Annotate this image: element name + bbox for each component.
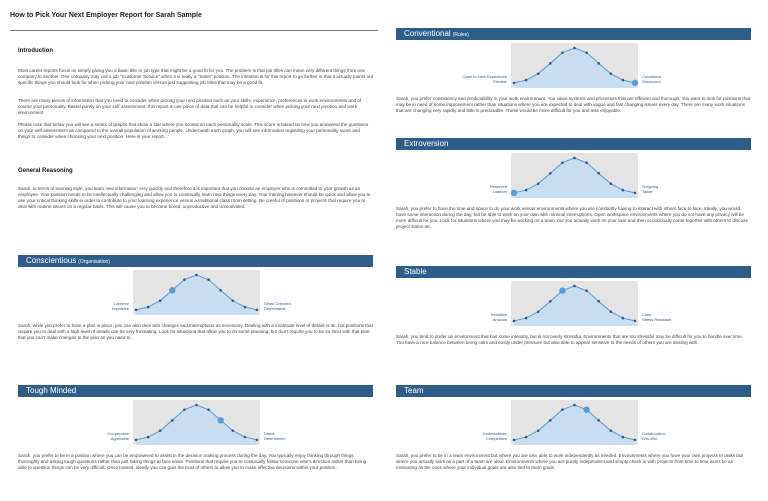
left-label-2: Competitive [485, 436, 507, 441]
scale-point [610, 72, 613, 75]
right-label-2: Determined [264, 436, 285, 441]
right-label-1: Detail Oriented [264, 301, 291, 306]
scale-title-bar [396, 138, 751, 150]
scale-bell-curve [511, 281, 638, 326]
left-label-2: Impulsive [112, 306, 129, 311]
scale-point [244, 306, 247, 309]
scale-point [634, 439, 637, 442]
scale-point [622, 189, 625, 192]
scale-right-labels [642, 74, 712, 84]
scale-point [207, 278, 210, 281]
reasoning-heading: General Reasoning [18, 168, 73, 174]
score-marker [632, 80, 638, 86]
scale-point [513, 439, 516, 442]
scale-point [207, 408, 210, 411]
scale-point [183, 408, 186, 411]
left-label-1: Open to New Experience [462, 74, 507, 79]
scale-point [610, 429, 613, 432]
scale-point [183, 278, 186, 281]
curve-fill [514, 158, 635, 198]
scale-title-bar [396, 266, 751, 278]
scale-title: Extroversion [404, 139, 449, 148]
scale-subtitle: (Organisation) [78, 259, 110, 265]
right-label-1: Direct [264, 431, 275, 436]
scale-point [232, 299, 235, 302]
scale-bell-curve [511, 43, 638, 88]
scale-point [561, 408, 564, 411]
intro-heading: Introduction [18, 48, 53, 54]
left-label-2: Agreeable [110, 436, 129, 441]
scale-point [622, 79, 625, 82]
scale-subtitle: (Rules) [452, 32, 469, 38]
scale-right-labels [264, 431, 334, 441]
scale-left-labels [441, 312, 507, 322]
right-label-2: Stress Resistant [642, 317, 672, 322]
scale-left-labels [63, 431, 129, 441]
scale-point [135, 309, 138, 312]
score-marker [169, 287, 175, 293]
left-label-2: Listener [492, 189, 507, 194]
right-label-2: Structured [642, 79, 661, 84]
scale-point [585, 51, 588, 54]
right-label-2: Dependable [264, 306, 286, 311]
right-label-1: Collaborative [642, 431, 666, 436]
scale-point [159, 299, 162, 302]
curve-fill [514, 405, 635, 445]
scale-right-labels [642, 431, 712, 441]
scale-point [537, 310, 540, 313]
right-label-2: Win-Win [642, 436, 658, 441]
scale-plot [133, 270, 260, 315]
scale-plot [133, 400, 260, 445]
reasoning-paragraph: Sarah, in terms of learning style, you learn new information very quickly and therefore it is important that you choose an employer who is committed to your growth as an employee. Your position needs to be intellectually challenging and allow you to continually learn new things every day. Your training however should be quick and allow you to use your critical thinking skills in order to contribute to your learning experience versus a traditional class room setting. Be careful of positions or projects that require you to deal with routine issues on a regular basis. This will cause you to become bored, unproductive and unmotivated. [18, 186, 371, 209]
scale-point [256, 439, 259, 442]
scale-point [537, 72, 540, 75]
score-marker [511, 190, 517, 196]
scale-title-bar [18, 255, 373, 267]
scale-title-bar [18, 385, 373, 397]
scale-point [573, 157, 576, 160]
scale-point [597, 419, 600, 422]
scale-bell-curve [511, 400, 638, 445]
scale-right-labels [642, 312, 712, 322]
scale-point [549, 172, 552, 175]
scale-bell-curve [133, 270, 260, 315]
scale-point [634, 192, 637, 195]
scale-point [634, 320, 637, 323]
scale-description: Sarah, you prefer consistency and predictability in your work environment. You value systems and processes that are efficient and thorough. You want to look for positions that may be in need of some improvement rather than situations where you are expected to deal with vague and fast changing issues every day. There are many work situations that are changing very rapidly and little is predictable. These would be more difficult for you and less enjoyable. [396, 96, 751, 113]
scale-title: Conscientious [26, 256, 77, 265]
scale-point [610, 310, 613, 313]
intro-paragraph-2: There are many pieces of information that you need to consider when picking your next position such as your skills, experience, preferences in work environments and of course your personality. Based purely on your self assessment, this report is one piece of data that can be helpful to consider when picking your next position and work environment. [18, 98, 362, 115]
score-marker [218, 417, 224, 423]
scale-bell-curve [511, 153, 638, 198]
scale-point [244, 436, 247, 439]
scale-point [147, 306, 150, 309]
scale-point [537, 182, 540, 185]
scale-point [537, 429, 540, 432]
scale-plot [511, 281, 638, 326]
scale-description: Sarah, you prefer to be in a position where you can be empowered to assist in the decision making process during the day. You typically enjoy thinking through things thoroughly and asking tough questions rather than just taking things at face value. Positions that require you to continually follow someone else's direction rather than being able to question things can be very difficult. Once trained, ideally you can gain the trust of others to allow you to make effective decisions within your position. [18, 453, 367, 470]
title-divider [10, 30, 378, 31]
curve-fill [136, 275, 257, 315]
intro-paragraph-3: Please note that below you will see a series of graphs that show a star where you scored on each personality scale. This score is based on how you answered the questions on your self-assessment as compared to the overall population of working people. Underneath each graph, you will see information regarding your personality score and things to consider when choosing your next position. Here is your report. [18, 122, 369, 139]
curve-fill [136, 405, 257, 445]
scale-plot [511, 43, 638, 88]
scale-point [195, 274, 198, 277]
left-label-1: Reserved [489, 184, 507, 189]
score-marker [583, 406, 589, 412]
scale-left-labels [63, 301, 129, 311]
scale-point [159, 429, 162, 432]
scale-description: Sarah, you tend to prefer an environment that has some intensity, but is not overly stressful. Environments that are too stressful may be difficult for you to handle over time. You have a nice balance between being calm and easily under pressure but also able to appear sensitive to the needs of others you are dealing with. [396, 334, 744, 345]
left-label-1: Sensitive [490, 312, 507, 317]
scale-point [585, 161, 588, 164]
scale-description: Sarah, you prefer to have the time and space to do your work versus environments where you are constantly having to interact with others face to face. Ideally, you would have some interaction during the day, but be able to work on your own with minimal interruptions. Open workspace environments where you do not have any privacy will be more difficult for you. Look for situations where you may be working on a team, but you actually work on your own and then occasionally come together with others to discuss project status etc. [396, 206, 748, 229]
right-label-1: Calm [642, 312, 652, 317]
scale-point [549, 300, 552, 303]
scale-point [597, 172, 600, 175]
scale-point [525, 436, 528, 439]
scale-point [597, 300, 600, 303]
scale-right-labels [264, 301, 334, 311]
scale-point [597, 62, 600, 65]
left-label-1: Carefree [113, 301, 129, 306]
scale-point [622, 317, 625, 320]
left-label-1: Individualistic [483, 431, 507, 436]
scale-point [549, 419, 552, 422]
scale-description: Sarah, while you prefer to have a plan in place, you can also deal with changes and interruptions as necessary. Dealing with a moderate level of details is ok, but positions that require you to deal with a high level of details can be very frustrating. Look for situations that allow you to do some planning, but don't require you to be so strict with that plan that you can't make changes to the plan as you need to. [18, 323, 373, 340]
scale-bell-curve [133, 400, 260, 445]
scale-title-bar [396, 385, 751, 397]
scale-point [585, 289, 588, 292]
scale-point [195, 404, 198, 407]
scale-point [171, 419, 174, 422]
right-label-2: Talker [642, 189, 653, 194]
curve-fill [514, 286, 635, 326]
scale-title: Tough Minded [26, 386, 77, 395]
left-label-2: Anxious [492, 317, 507, 322]
scale-title-bar [396, 28, 751, 40]
scale-point [135, 439, 138, 442]
right-label-1: Outgoing [642, 184, 659, 189]
scale-point [561, 51, 564, 54]
scale-plot [511, 153, 638, 198]
intro-paragraph-1: Most career reports focus on simply giving you a basic title or job type that might be a good fit for you. The problem is that job titles can mean very different things from one company to another. One company may call a job "Customer Service" when it is really a "Sales" position. The intention is for this report to go further in that it actually points out specific things you should look for when picking your next position versus just suggesting job titles that may be a good fit. [18, 68, 373, 85]
left-label-1: Cooperative [107, 431, 129, 436]
scale-point [573, 285, 576, 288]
left-label-2: Flexible [493, 79, 507, 84]
curve-fill [514, 48, 635, 88]
scale-point [610, 182, 613, 185]
scale-point [147, 436, 150, 439]
scale-point [573, 47, 576, 50]
scale-point [232, 429, 235, 432]
scale-point [561, 161, 564, 164]
scale-point [573, 404, 576, 407]
scale-point [622, 436, 625, 439]
scale-title: Conventional [404, 29, 451, 38]
scale-point [513, 82, 516, 85]
scale-point [549, 62, 552, 65]
scale-point [525, 317, 528, 320]
scale-left-labels [441, 184, 507, 194]
scale-point [525, 79, 528, 82]
right-label-1: Consistent [642, 74, 661, 79]
scale-point [525, 189, 528, 192]
scale-left-labels [441, 74, 507, 84]
report-title: How to Pick Your Next Employer Report for Sarah Sample [10, 12, 202, 19]
scale-right-labels [642, 184, 712, 194]
scale-point [513, 320, 516, 323]
score-marker [559, 287, 565, 293]
scale-plot [511, 400, 638, 445]
scale-point [256, 309, 259, 312]
scale-point [219, 289, 222, 292]
scale-left-labels [441, 431, 507, 441]
scale-description: Sarah, you prefer to be in a team environment but where you are also able to work independently as needed. Environments where you have your own projects or tasks but where you actually work as a part of a team are ideal. Environments where you are purely independent and simply check in with projects from time to time won't be as motivating as the ones where your individual goals are also tied to team goals. [396, 453, 743, 470]
scale-title: Stable [404, 267, 427, 276]
scale-title: Team [404, 386, 424, 395]
